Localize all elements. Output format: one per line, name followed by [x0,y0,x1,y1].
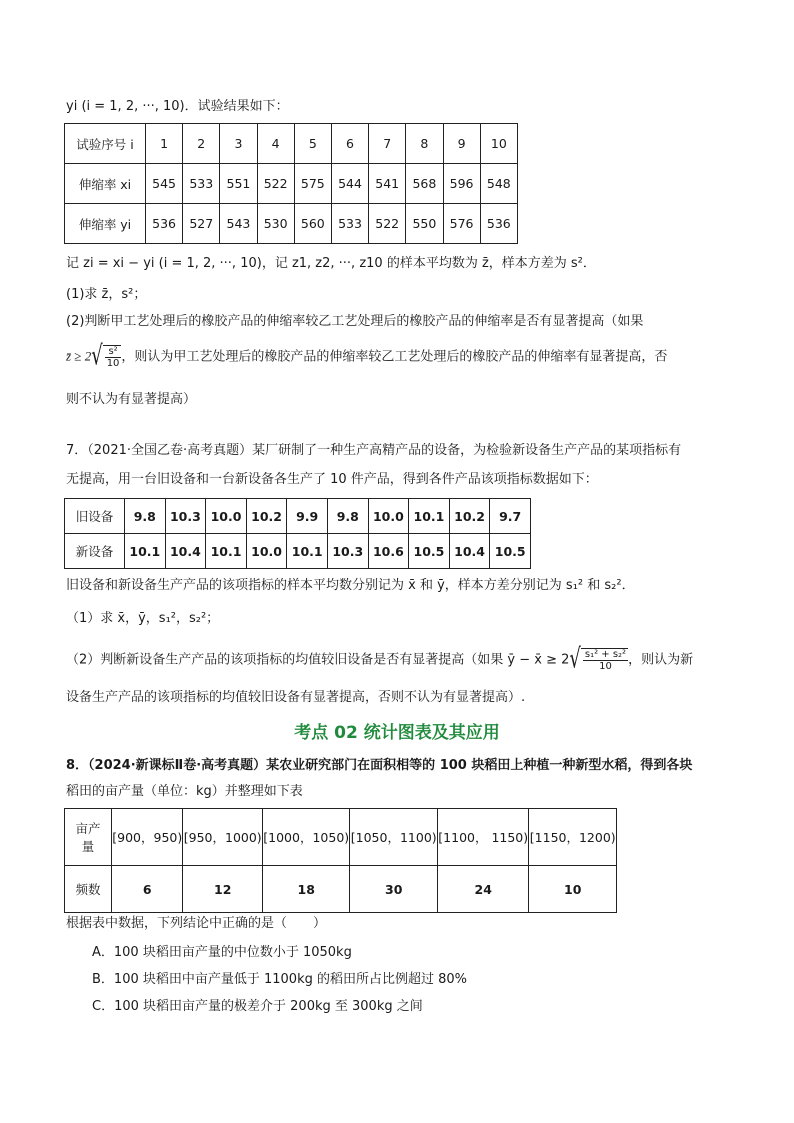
q7-part2-tail: ，则认为新 [628,652,694,668]
sqrt-symbol: √ [91,340,103,372]
table-cell: 10.3 [165,499,206,534]
table-cell: 533 [183,164,220,204]
table-cell: 9.8 [327,499,368,534]
table-cell: 10.5 [490,534,531,569]
table-cell: 9.7 [490,499,531,534]
table-cell: 7 [369,124,406,164]
table-cell: 10.0 [206,499,247,534]
formula-lhs: z̄ ≥ 2 [66,348,92,364]
table-cell: 10.3 [327,534,368,569]
table-cell: [1050，1100) [350,809,438,866]
fraction [105,346,122,369]
table-cell: 10.2 [246,499,287,534]
option-a: A．100 块稻田亩产量的中位数小于 1050kg [92,945,352,960]
table-cell: 10 [480,124,517,164]
table-cell: 541 [369,164,406,204]
table-header-cell: 频数 [65,866,112,913]
q6-part1: (1)求 z̄，s²； [66,287,147,302]
table-cell: 533 [331,204,368,244]
option-b: B．100 块稻田中亩产量低于 1100kg 的稻田所占比例超过 80% [92,972,468,987]
yield-table [64,808,617,913]
table-cell: 536 [146,204,183,244]
q7-stem-line2: 无提高，用一台旧设备和一台新设备各生产了 10 件产品，得到各件产品该项指标数据如下： [66,472,598,487]
q6-part2-line3: 则不认为有显著提高） [66,392,197,407]
q8-stem-line2: 稻田的亩产量（单位：kg）并整理如下表 [66,784,303,799]
sqrt-body [103,345,122,369]
table-row [65,866,617,913]
table-row [65,534,531,569]
q8-question: 根据表中数据，下列结论中正确的是（ ） [66,916,327,931]
q6-definition: 记 zi = xi − yi (i = 1, 2, ···, 10)，记 z1, z2, ···, z10 的样本平均数为 z̄，样本方差为 s²． [66,256,596,271]
table-row [65,204,518,244]
table-row [65,164,518,204]
table-cell: 9.8 [125,499,166,534]
table-header-cell: 伸缩率 yi [65,204,146,244]
table-cell: 527 [183,204,220,244]
table-cell: 551 [220,164,257,204]
q7-stem-line1: 7．（2021·全国乙卷·高考真题）某厂研制了一种生产高精产品的设备，为检验新设备生产产品的某项指标有 [66,443,682,458]
intro-line: yi (i = 1, 2, ···, 10)．试验结果如下： [66,99,289,114]
q7-part2-text: （2）判断新设备生产产品的该项指标的均值较旧设备是否有显著提高（如果 ȳ − x̄ ≥ 2 [66,652,570,668]
fraction-numerator: s₁² + s₂² [584,649,627,660]
table-cell: 5 [294,124,331,164]
q8-stem-line1: 8．（2024·新课标Ⅱ卷·高考真题）某农业研究部门在面积相等的 100 块稻田上种植一种新型水稻，得到各块 [66,758,693,773]
table-header-cell: 旧设备 [65,499,125,534]
q7-part2-line2: 设备生产产品的该项指标的均值较旧设备有显著提高，否则不认为有显著提高）. [66,690,526,705]
table-cell: 10.0 [246,534,287,569]
table-header-cell: 试验序号 i [65,124,146,164]
table-cell: 10.4 [165,534,206,569]
table-cell: 545 [146,164,183,204]
table-cell: 18 [262,866,350,913]
sqrt-symbol: √ [569,643,581,675]
table-row [65,809,617,866]
table-cell: 10.1 [125,534,166,569]
table-cell: 10.1 [206,534,247,569]
table-cell: 568 [406,164,443,204]
table-cell: 576 [443,204,480,244]
q6-part2-text: ，则认为甲工艺处理后的橡胶产品的伸缩率较乙工艺处理后的橡胶产品的伸缩率有显著提高，否 [121,349,668,365]
table-cell: 3 [220,124,257,164]
table-cell: 4 [257,124,294,164]
header-label-line2: 量 [81,839,95,854]
table-cell: 548 [480,164,517,204]
table-cell: 10.2 [449,499,490,534]
table-cell: 522 [369,204,406,244]
table-cell: 9 [443,124,480,164]
table-cell: 24 [437,866,529,913]
table-cell: 544 [331,164,368,204]
table-cell: 10.4 [449,534,490,569]
table-cell: 522 [257,164,294,204]
table-cell: 10.5 [409,534,450,569]
table-cell: 10.6 [368,534,409,569]
fraction-denominator: 10 [106,358,120,369]
q7-part2-line1 [66,643,694,675]
fraction-denominator: 10 [599,661,612,672]
table-cell: 536 [480,204,517,244]
table-cell: 530 [257,204,294,244]
elongation-table [64,123,518,244]
table-cell: [1150，1200) [529,809,617,866]
table-cell: 550 [406,204,443,244]
section-title: 考点 02 统计图表及其应用 [294,723,500,743]
table-cell: 575 [294,164,331,204]
table-cell: 10.0 [368,499,409,534]
q7-part1: （1）求 x̄，ȳ，s₁²，s₂²； [66,611,220,626]
table-cell: 2 [183,124,220,164]
fraction-numerator: s² [105,346,122,358]
table-cell: 30 [350,866,438,913]
q7-stem-line3: 旧设备和新设备生产产品的该项指标的样本平均数分别记为 x̄ 和 ȳ，样本方差分别记为 s₁² 和 s₂²． [66,578,635,593]
table-header-cell [65,809,112,866]
table-cell: 12 [183,866,262,913]
sqrt-body [581,648,628,672]
table-cell: 6 [331,124,368,164]
table-cell: 10 [529,866,617,913]
table-cell: 10.1 [409,499,450,534]
q6-part2-line1: (2)判断甲工艺处理后的橡胶产品的伸缩率较乙工艺处理后的橡胶产品的伸缩率是否有显著提高（如果 [66,314,644,329]
table-cell: [950，1000) [183,809,262,866]
table-cell: 1 [146,124,183,164]
table-header-cell: 新设备 [65,534,125,569]
table-cell: 10.1 [287,534,328,569]
option-c: C．100 块稻田亩产量的极差介于 200kg 至 300kg 之间 [92,999,423,1014]
table-header-cell: 伸缩率 xi [65,164,146,204]
header-label-line1: 亩产 [75,821,101,836]
table-cell: 560 [294,204,331,244]
table-cell: 8 [406,124,443,164]
table-cell: 6 [112,866,183,913]
table-cell: 596 [443,164,480,204]
table-cell: [1000，1050) [262,809,350,866]
table-cell: 9.9 [287,499,328,534]
table-cell: 543 [220,204,257,244]
table-row [65,124,518,164]
device-table [64,498,531,569]
q6-part2-line2 [66,340,668,372]
table-cell: [900，950) [112,809,183,866]
table-cell: [1100， 1150) [437,809,529,866]
fraction [583,649,628,672]
table-row [65,499,531,534]
